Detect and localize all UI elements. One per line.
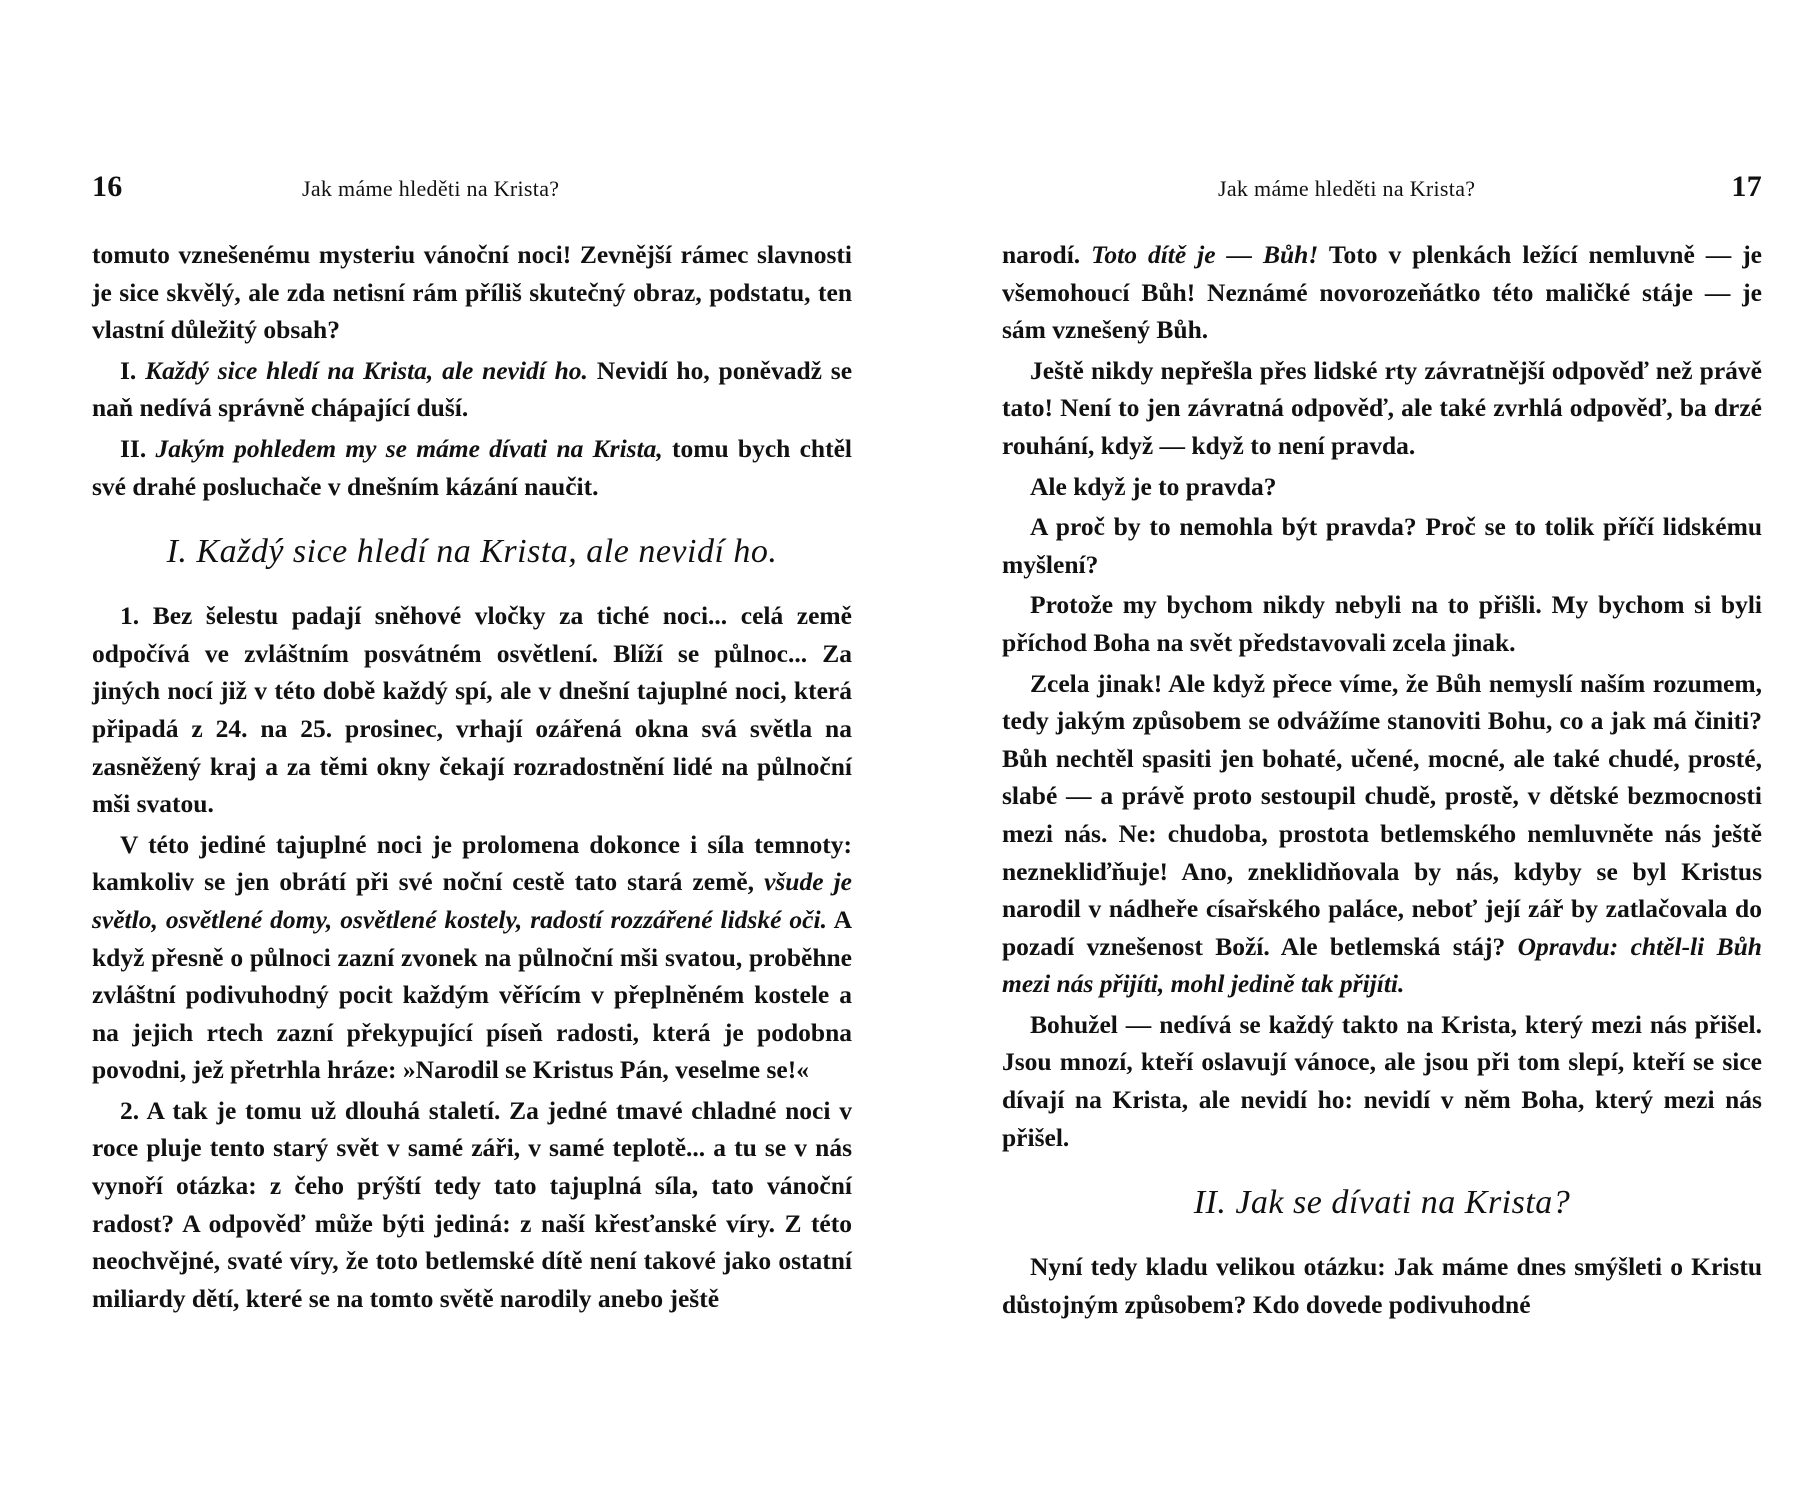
paragraph bbox=[1002, 665, 1762, 1003]
paragraph: Nyní tedy kladu velikou otázku: Jak máme dnes smýšleti o Kristu důstojným způsobem? Kdo dovede podivuhodné bbox=[1002, 1252, 1762, 1319]
page-body bbox=[1002, 236, 1762, 1326]
paragraph: 2. A tak je tomu už dlouhá staletí. Za jedné tmavé chladné noci v roce pluje tento starý svět v samé záři, v samé teplotě... a tu se v nás vynoří otázka: z čeho prýští tedy tato tajuplná síla, tato vánoční radost? A odpověď může býti jediná: z naší křesťanské víry. Z této neochvějné, svaté víry, že toto betlemské dítě není takové jako ostatní miliardy dětí, které se na tomto světě narodily anebo ještě bbox=[92, 1095, 852, 1313]
right-page bbox=[1002, 0, 1762, 1500]
paragraph-text: Zcela jinak! Ale když přece víme, že Bůh nemyslí naším rozumem, tedy jakým způsobem se odvážíme stanoviti Bohu, co a jak má činiti? Bůh nechtěl spasiti jen bohaté, učené, mocné, ale také chudé, prosté, slabé — a právě proto sestoupil chudě, prostě, v dětské bezmocnosti mezi nás. Ne: chudoba, prostota betlemského nemluvněte nás ještě neznekliďňuje! Ano, zneklidňovala by nás, kdyby se byl Kristus narodil v nádheře císařského paláce, neboť její zář by zatlačovala do pozadí vznešenost Boží. Ale betlemská stáj? bbox=[1002, 668, 1762, 961]
paragraph: Ještě nikdy nepřešla přes lidské rty závratnější odpověď než právě tato! Není to jen závratná odpověď, ale také zvrhlá odpověď, ba drzé rouhání, když — když to není pravda. bbox=[1002, 355, 1762, 460]
paragraph-text: tomu bych chtěl své drahé posluchače v dnešním kázání naučit. bbox=[92, 433, 852, 501]
page-body bbox=[92, 236, 852, 1320]
paragraph: 1. Bez šelestu padají sněhové vločky za tiché noci... celá země odpočívá ve zvláštním posvátném osvětlení. Blíží se půlnoc... Za jiných nocí již v této době každý spí, ale v dnešní tajuplné noci, která připadá z 24. na 25. prosinec, vrhají ozářená okna svá světla na zasněžený kraj a za těmi okny čekají rozradostnění lidé na půlnoční mši svatou. bbox=[92, 601, 852, 819]
section-heading: I. Každý sice hledí na Krista, ale nevidí ho. bbox=[166, 533, 778, 571]
paragraph-text: V této jediné tajuplné noci je prolomena dokonce i síla temnoty: kamkoliv se jen obrátí při své noční cestě tato stará země, bbox=[92, 829, 852, 897]
paragraph-text: Nevidí ho, poněvadž se naň nedívá správně chápající duší. bbox=[92, 355, 853, 423]
paragraph bbox=[1002, 236, 1762, 349]
emphasis: Opravdu: chtěl-li Bůh mezi nás přijíti, mohl jedině tak přijíti. bbox=[1002, 931, 1762, 999]
emphasis: Toto dítě je — Bůh! bbox=[1091, 240, 1319, 269]
section-heading: II. Jak se dívati na Krista? bbox=[1193, 1184, 1571, 1222]
running-head-title: Jak máme hleděti na Krista? bbox=[1218, 176, 1476, 201]
running-head-title: Jak máme hleděti na Krista? bbox=[302, 176, 560, 201]
point-number: II. bbox=[120, 433, 147, 463]
emphasis: Jakým pohledem my se máme dívati na Krista, bbox=[155, 433, 663, 463]
paragraph-text: narodí. bbox=[1002, 240, 1081, 269]
paragraph bbox=[92, 826, 852, 1089]
paragraph-text: A když přesně o půlnoci zazní zvonek na půlnoční mši svatou, proběhne zvláštní podivuhodný pocit každým věřícím v přeplněném kostele a na jejich rtech zazní překypující píseň radosti, která je podobna povodni, jež přetrhla hráze: »Narodil se Kristus Pán, veselme se!« bbox=[92, 904, 852, 1085]
left-page bbox=[92, 0, 852, 1500]
paragraph bbox=[92, 430, 852, 505]
paragraph: Ale když je to pravda? bbox=[1030, 471, 1277, 501]
page-number: 17 bbox=[1731, 170, 1762, 203]
emphasis: všude je světlo, osvětlené domy, osvětlené kostely, radostí rozzářené lidské oči. bbox=[92, 867, 852, 934]
point-number: I. bbox=[120, 355, 137, 385]
paragraph: A proč by to nemohla být pravda? Proč se to tolik příčí lidskému myšlení? bbox=[1002, 512, 1762, 579]
emphasis: Každý sice hledí na Krista, ale nevidí ho. bbox=[145, 355, 588, 385]
running-head bbox=[1002, 170, 1762, 208]
page-number: 16 bbox=[92, 170, 123, 203]
paragraph-text: Toto v plenkách ležící nemluvně — je všemohoucí Bůh! Neznámé novorozeňátko této maličké stáje — je sám vznešený Bůh. bbox=[1002, 240, 1763, 345]
paragraph: Bohužel — nedívá se každý takto na Krista, který mezi nás přišel. Jsou mnozí, kteří oslavují vánoce, ale jsou při tom slepí, kteří se sice dívají na Krista, ale nevidí ho: nevidí v něm Boha, který mezi nás přišel. bbox=[1002, 1009, 1762, 1152]
paragraph: tomuto vznešenému mysteriu vánoční noci! Zevnější rámec slavnosti je sice skvělý, ale zda netisní rám příliš skutečný obraz, podstatu, ten vlastní důležitý obsah? bbox=[92, 240, 852, 345]
paragraph: Protože my bychom nikdy nebyli na to přišli. My bychom si byli příchod Boha na svět představovali zcela jinak. bbox=[1002, 590, 1762, 657]
paragraph bbox=[92, 352, 852, 427]
running-head bbox=[92, 170, 852, 208]
